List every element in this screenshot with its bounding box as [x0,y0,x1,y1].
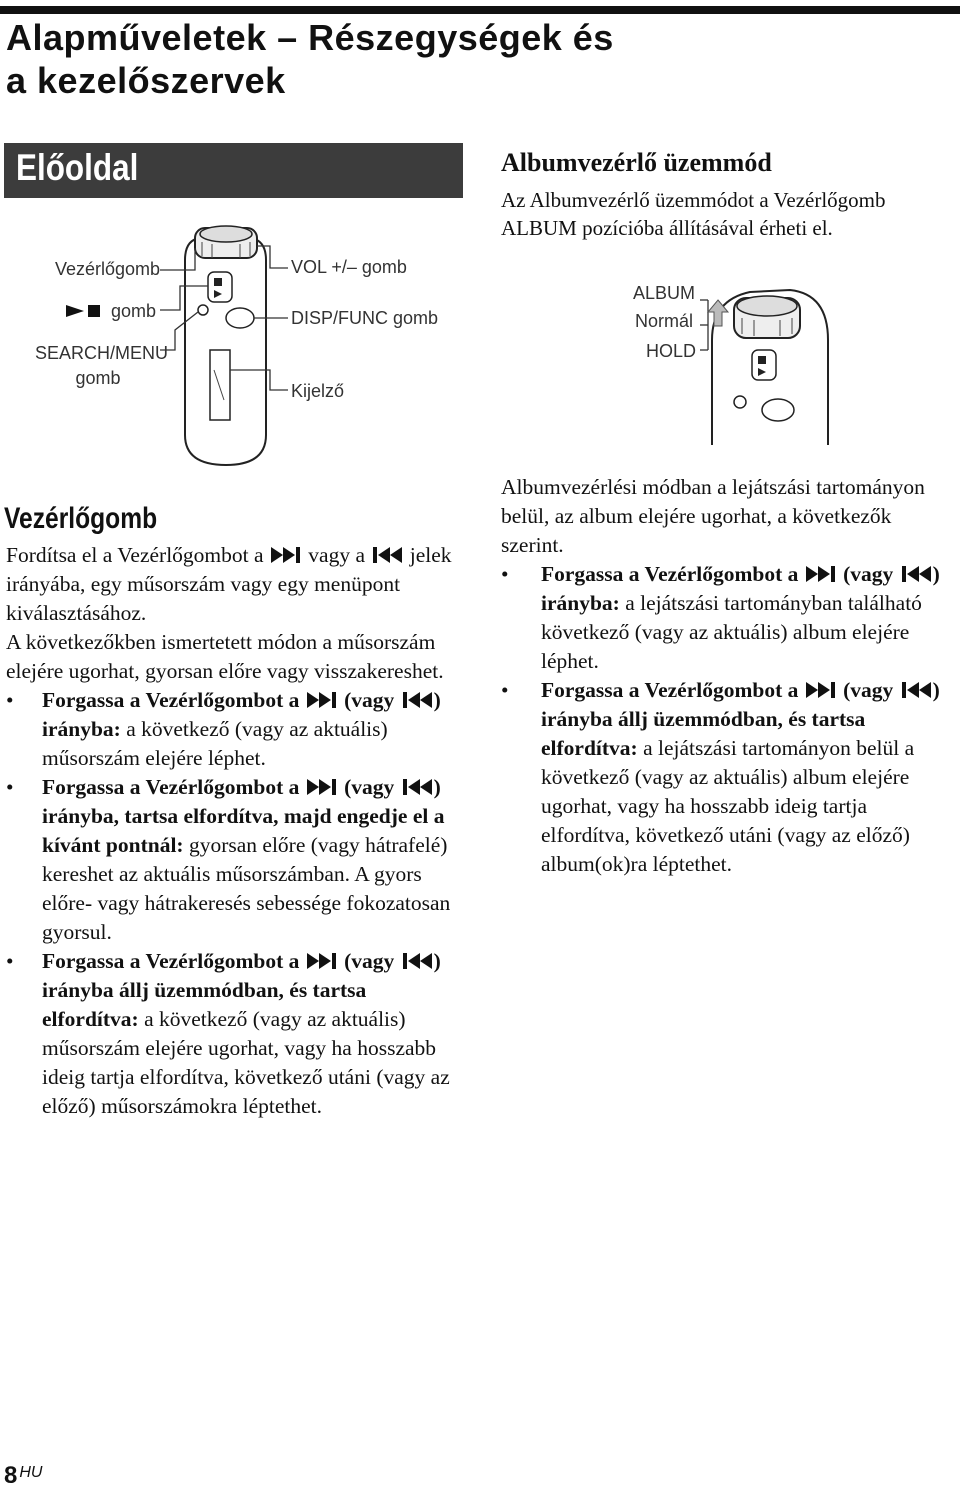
page-title-line1: Alapműveletek – Részegységek és [6,17,614,58]
device-front-diagram [0,220,480,470]
next-track-icon [804,565,838,583]
list-item [6,686,468,773]
bullet-bold-lead: Forgassa a Vezérlőgombot a [42,949,300,973]
label-vol: VOL +/– gomb [291,257,407,277]
bullet-bold-mid: (vagy [344,775,395,799]
section-banner-label: Előoldal [16,147,139,188]
bullet-bold-mid: (vagy [843,562,894,586]
top-rule [0,6,960,14]
list-item [501,560,959,676]
page-title-line2: a kezelőszervek [6,60,286,101]
page-title [6,16,906,102]
bullet-bold-lead: Forgassa a Vezérlőgombot a [42,775,300,799]
bullet-text: gyorsan előre (vagy hátrafelé) kereshet az aktuális műsorszámban. A gyors előre- vagy hátrakeresés sebessége fokozatosan gyorsul. [42,833,451,944]
control-wheel-heading: Vezérlőgomb [4,502,158,535]
next-track-icon [305,778,339,796]
bullet-marker: • [6,775,14,799]
bullet-marker: • [501,562,509,586]
control-intro-part3: jelek irányába, egy műsorszám vagy egy menüpont kiválasztásához. [6,543,452,625]
next-track-icon [305,691,339,709]
prev-track-icon [899,565,933,583]
control-intro-part2: vagy a [308,543,366,567]
prev-track-icon [400,778,434,796]
prev-track-icon [370,546,404,564]
prev-track-icon [899,681,933,699]
bullet-bold-lead: Forgassa a Vezérlőgombot a [541,678,799,702]
label-search-menu-line2: gomb [75,368,121,388]
label-search-menu [35,342,169,389]
label-album: ALBUM [633,283,696,303]
bullet-bold-mid: (vagy [843,678,894,702]
bullet-marker: • [6,949,14,973]
page-number [4,1462,42,1490]
label-play-stop-text: gomb [111,301,157,321]
next-track-icon [269,546,303,564]
bullet-bold-lead: Forgassa a Vezérlőgombot a [541,562,799,586]
bullet-marker: • [501,678,509,702]
bullet-text: a lejátszási tartományon belül a következő (vagy az aktuális) album elejére ugorhat, vagy ha hosszabb ideig tartja elfordítva, következő utáni (vagy az előző) album(ok)ra léptethet. [541,736,915,876]
prev-track-icon [400,691,434,709]
control-bullet-list [6,686,468,1121]
album-mode-intro: Az Albumvezérlő üzemmódot a Vezérlőgomb ALBUM pozícióba állításával érheti el. [501,188,886,240]
page-number-value: 8 [4,1462,18,1489]
list-item [501,676,959,879]
list-item [6,947,468,1121]
prev-track-icon [400,952,434,970]
label-play-stop [66,300,156,322]
label-hold: HOLD [646,341,697,361]
label-display: Kijelző [291,381,345,401]
album-mode-paragraph: Albumvezérlési módban a lejátszási tartományon belül, az album elejére ugorhat, a következők szerint. [501,475,925,557]
bullet-bold-tail: ) irányba: [42,688,441,741]
bullet-text: a következő (vagy az aktuális) műsorszám elejére ugorhat, vagy ha hosszabb ideig tartja elfordítva, következő utáni (vagy az előző) műsorszámokra léptethet. [42,1007,450,1118]
page-number-suffix: HU [19,1464,43,1481]
bullet-bold-lead: Forgassa a Vezérlőgombot a [42,688,300,712]
bullet-bold-mid: (vagy [344,949,395,973]
bullet-bold-tail: ) irányba állj üzemmódban, és tartsa elfordítva: [42,949,441,1031]
wheel-positions-diagram [600,270,840,445]
bullet-bold-tail: ) irányba: [541,562,940,615]
play-stop-icon [66,303,106,319]
album-bullet-list [501,560,959,879]
bullet-bold-tail: ) irányba, tartsa elfordítva, majd engedje el a kívánt pontnál: [42,775,445,857]
next-track-icon [804,681,838,699]
bullet-text: a következő (vagy az aktuális) műsorszám elejére léphet. [42,717,388,770]
bullet-marker: • [6,688,14,712]
left-column [6,541,468,1121]
section-banner [4,143,463,198]
label-search-menu-line1: SEARCH/MENU [35,343,169,363]
bullet-bold-mid: (vagy [344,688,395,712]
label-normal: Normál [635,311,694,331]
control-intro-part1: Fordítsa el a Vezérlőgombot a [6,543,264,567]
next-track-icon [305,952,339,970]
control-intro-paragraph [6,541,468,628]
album-mode-heading: Albumvezérlő üzemmód [501,148,772,177]
label-control-wheel: Vezérlőgomb [55,259,161,279]
control-second-paragraph: A következőkben ismertetett módon a műsorszám elejére ugorhat, gyorsan előre vagy visszakereshet. [6,630,444,683]
label-disp: DISP/FUNC gomb [291,308,439,328]
bullet-bold-tail: ) irányba állj üzemmódban, és tartsa elfordítva: [541,678,940,760]
bullet-text: a lejátszási tartományban található következő (vagy az aktuális) album elejére léphet. [541,591,922,673]
list-item [6,773,468,947]
right-column [501,473,959,879]
